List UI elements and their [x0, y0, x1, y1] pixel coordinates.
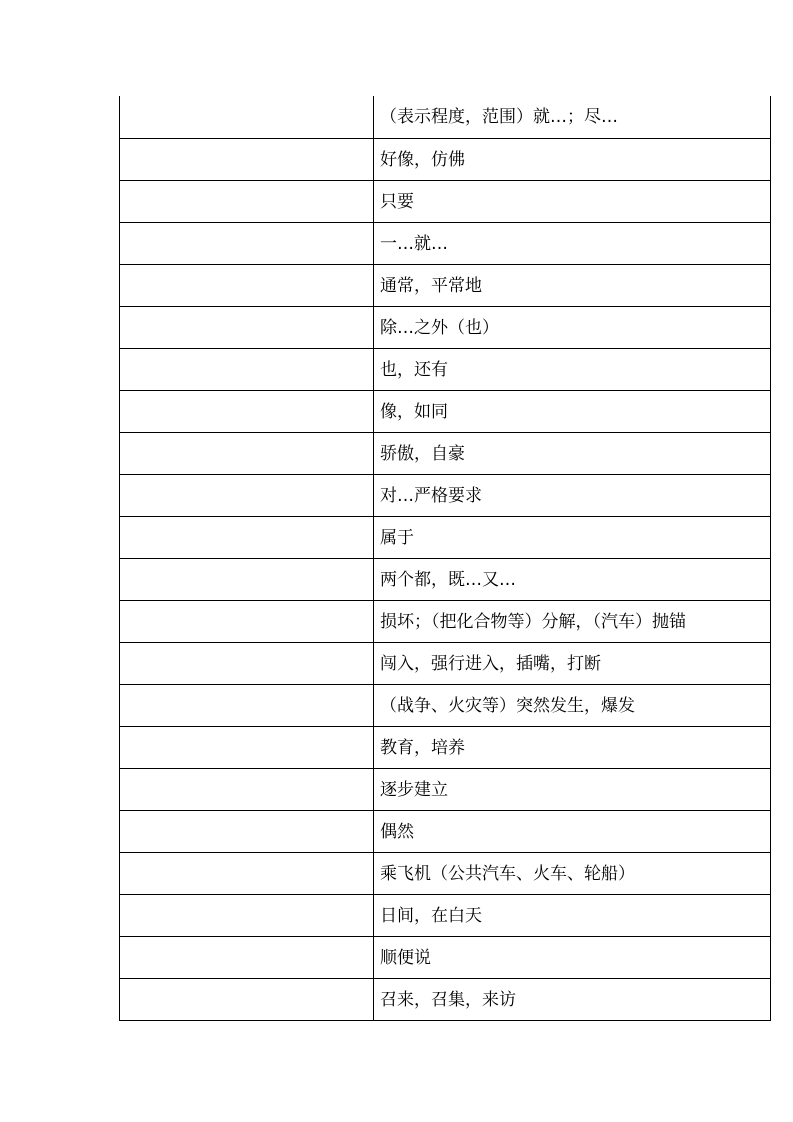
word-cell	[120, 895, 374, 937]
meaning-cell: 也，还有	[374, 349, 771, 391]
meaning-cell: 顺便说	[374, 937, 771, 979]
table-row	[120, 391, 771, 433]
word-cell	[120, 601, 374, 643]
table-row	[120, 685, 771, 727]
meaning-cell: 一…就…	[374, 223, 771, 265]
meaning-cell: 教育，培养	[374, 727, 771, 769]
table-row	[120, 601, 771, 643]
word-cell	[120, 433, 374, 475]
vocabulary-table	[119, 96, 771, 1021]
word-cell	[120, 475, 374, 517]
meaning-cell: 两个都，既…又…	[374, 559, 771, 601]
word-cell	[120, 517, 374, 559]
word-cell	[120, 391, 374, 433]
table-row	[120, 937, 771, 979]
meaning-cell: 乘飞机（公共汽车、火车、轮船）	[374, 853, 771, 895]
table-row	[120, 643, 771, 685]
table-row	[120, 979, 771, 1021]
word-cell	[120, 685, 374, 727]
meaning-cell: 好像，仿佛	[374, 139, 771, 181]
word-cell	[120, 139, 374, 181]
table-row	[120, 475, 771, 517]
table-row	[120, 853, 771, 895]
word-cell	[120, 727, 374, 769]
table-row	[120, 811, 771, 853]
meaning-cell: （表示程度，范围）就…；尽…	[374, 96, 771, 139]
word-cell	[120, 265, 374, 307]
word-cell	[120, 349, 374, 391]
word-cell	[120, 643, 374, 685]
word-cell	[120, 559, 374, 601]
table-row	[120, 559, 771, 601]
meaning-cell: 像，如同	[374, 391, 771, 433]
word-cell	[120, 307, 374, 349]
table-row	[120, 349, 771, 391]
meaning-cell: （战争、火灾等）突然发生，爆发	[374, 685, 771, 727]
word-cell	[120, 181, 374, 223]
meaning-cell: 属于	[374, 517, 771, 559]
meaning-cell: 除…之外（也）	[374, 307, 771, 349]
table-row	[120, 307, 771, 349]
table-row	[120, 96, 771, 139]
word-cell	[120, 811, 374, 853]
table-row	[120, 265, 771, 307]
meaning-cell: 偶然	[374, 811, 771, 853]
table-row	[120, 223, 771, 265]
table-row	[120, 895, 771, 937]
meaning-cell: 闯入，强行进入，插嘴，打断	[374, 643, 771, 685]
table-row	[120, 433, 771, 475]
word-cell	[120, 853, 374, 895]
word-cell	[120, 223, 374, 265]
meaning-cell: 通常，平常地	[374, 265, 771, 307]
meaning-cell: 逐步建立	[374, 769, 771, 811]
meaning-cell: 日间，在白天	[374, 895, 771, 937]
meaning-cell: 只要	[374, 181, 771, 223]
table-row	[120, 769, 771, 811]
meaning-cell: 损坏；（把化合物等）分解，（汽车）抛锚	[374, 601, 771, 643]
vocabulary-table-body	[120, 96, 771, 1021]
word-cell	[120, 96, 374, 139]
meaning-cell: 骄傲，自豪	[374, 433, 771, 475]
word-cell	[120, 979, 374, 1021]
table-row	[120, 517, 771, 559]
word-cell	[120, 769, 374, 811]
word-cell	[120, 937, 374, 979]
table-row	[120, 181, 771, 223]
table-row	[120, 727, 771, 769]
table-row	[120, 139, 771, 181]
meaning-cell: 对…严格要求	[374, 475, 771, 517]
meaning-cell: 召来，召集，来访	[374, 979, 771, 1021]
